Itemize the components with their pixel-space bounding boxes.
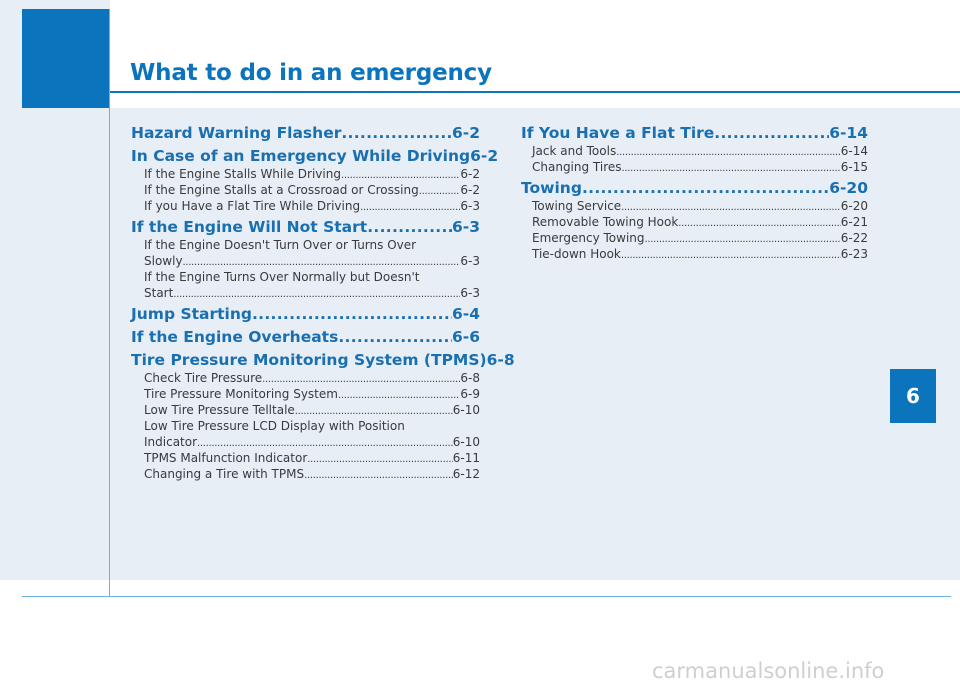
toc-page-number: 6-10 (452, 435, 480, 449)
toc-page-number: 6-20 (840, 199, 868, 213)
dot-leader (714, 123, 829, 143)
toc-entry[interactable] (131, 434, 480, 450)
toc-page-number: 6-3 (451, 218, 480, 236)
toc-entry-text[interactable]: If the Engine Doesn't Turn Over or Turns Over (144, 238, 417, 252)
toc-section[interactable] (131, 350, 515, 370)
toc-entry-title: If the Engine Overheats (131, 328, 339, 346)
toc-entry-title: Towing Service (532, 199, 622, 213)
toc-entry[interactable] (131, 253, 480, 269)
toc-section[interactable] (131, 217, 480, 237)
toc-page-number: 6-8 (460, 371, 480, 385)
toc-entry[interactable] (131, 466, 480, 482)
dot-leader (304, 468, 453, 484)
dot-leader (645, 232, 841, 248)
toc-section[interactable] (131, 304, 480, 324)
toc-page-number: 6-3 (460, 254, 480, 268)
toc-entry-title: Low Tire Pressure Telltale (144, 403, 295, 417)
toc-entry[interactable] (131, 450, 480, 466)
toc-entry-title: Start (144, 286, 174, 300)
dot-leader (338, 327, 452, 347)
corner-block (22, 9, 109, 108)
toc-entry-title: Emergency Towing (532, 231, 645, 245)
toc-entry-title: Tire Pressure Monitoring System (TPMS) (131, 351, 487, 369)
toc-page-number: 6-2 (451, 124, 480, 142)
toc-entry-title: Tie-down Hook (532, 247, 621, 261)
toc-page-number: 6-20 (829, 179, 868, 197)
toc-entry[interactable] (521, 159, 868, 175)
toc-entry-title: If you Have a Flat Tire While Driving (144, 199, 361, 213)
toc-entry[interactable] (521, 198, 868, 214)
toc-page-number: 6-14 (829, 124, 868, 142)
toc-entry-text[interactable]: Low Tire Pressure LCD Display with Position (144, 419, 405, 433)
dot-leader (616, 145, 841, 161)
toc-section[interactable] (131, 123, 480, 143)
dot-leader (678, 216, 840, 232)
toc-entry-title: Hazard Warning Flasher (131, 124, 342, 142)
toc-entry-title: If the Engine Stalls at a Crossroad or Crossing (144, 183, 419, 197)
dot-leader (367, 217, 452, 237)
toc-entry-title: Jump Starting (131, 305, 252, 323)
toc-entry[interactable] (131, 285, 480, 301)
toc-entry[interactable] (131, 386, 480, 402)
dot-leader (419, 184, 461, 200)
toc-entry[interactable] (131, 402, 480, 418)
margin-divider (109, 9, 110, 597)
toc-page-number: 6-23 (840, 247, 868, 261)
dot-leader (582, 178, 829, 198)
dot-leader (622, 161, 841, 177)
dot-leader (338, 388, 460, 404)
toc-right-column (521, 120, 868, 262)
toc-entry-title: Jack and Tools (532, 144, 617, 158)
toc-entry-title: Towing (521, 179, 582, 197)
title-underline (110, 91, 960, 93)
toc-entry[interactable] (131, 370, 480, 386)
toc-entry[interactable] (131, 166, 480, 182)
toc-page-number: 6-22 (840, 231, 868, 245)
toc-page-number: 6-2 (460, 167, 480, 181)
toc-page-number: 6-2 (470, 147, 499, 165)
dot-leader (252, 304, 452, 324)
toc-entry-title: If You Have a Flat Tire (521, 124, 715, 142)
bottom-divider (22, 596, 951, 597)
toc-entry[interactable] (131, 198, 480, 214)
toc-page-number: 6-21 (840, 215, 868, 229)
dot-leader (307, 452, 453, 468)
chapter-tab[interactable] (890, 369, 936, 423)
toc-page-number: 6-6 (451, 328, 480, 346)
toc-entry-title: Check Tire Pressure (144, 371, 263, 385)
toc-left-column (131, 120, 515, 482)
chapter-number: 6 (906, 384, 920, 408)
dot-leader (621, 248, 841, 264)
toc-section[interactable] (131, 327, 480, 347)
toc-section[interactable] (521, 178, 868, 198)
toc-page-number: 6-9 (460, 387, 480, 401)
toc-page-number: 6-2 (460, 183, 480, 197)
toc-section[interactable] (131, 146, 499, 166)
toc-entry-title: If the Engine Will Not Start (131, 218, 368, 236)
toc-page-number: 6-12 (452, 467, 480, 481)
toc-entry[interactable] (521, 214, 868, 230)
toc-page-number: 6-10 (452, 403, 480, 417)
toc-entry-title: Changing Tires (532, 160, 622, 174)
toc-entry-title: Changing a Tire with TPMS (144, 467, 305, 481)
toc-page-number: 6-3 (460, 286, 480, 300)
toc-entry-title: Slowly (144, 254, 183, 268)
toc-entry[interactable] (521, 230, 868, 246)
dot-leader (341, 123, 452, 143)
toc-page-number: 6-4 (451, 305, 480, 323)
toc-entry-title: TPMS Malfunction Indicator (144, 451, 308, 465)
toc-entry-title: In Case of an Emergency While Driving (131, 147, 471, 165)
toc-entry[interactable] (131, 182, 480, 198)
toc-page-number: 6-3 (460, 199, 480, 213)
toc-page-number: 6-14 (840, 144, 868, 158)
toc-entry-title: Tire Pressure Monitoring System (144, 387, 338, 401)
toc-page-number: 6-15 (840, 160, 868, 174)
dot-leader (360, 200, 460, 216)
toc-entry-title: Indicator (144, 435, 198, 449)
toc-entry-title: If the Engine Stalls While Driving (144, 167, 341, 181)
toc-entry-text[interactable]: If the Engine Turns Over Normally but Doesn't (144, 270, 420, 284)
toc-entry-title: Removable Towing Hook (532, 215, 679, 229)
toc-section[interactable] (521, 123, 868, 143)
page-title: What to do in an emergency (130, 60, 492, 86)
watermark: carmanualsonline.info (652, 659, 885, 683)
toc-entry[interactable] (521, 246, 868, 262)
dot-leader (173, 287, 460, 303)
toc-page-number: 6-11 (452, 451, 480, 465)
toc-page-number: 6-8 (486, 351, 515, 369)
toc-entry[interactable] (521, 143, 868, 159)
